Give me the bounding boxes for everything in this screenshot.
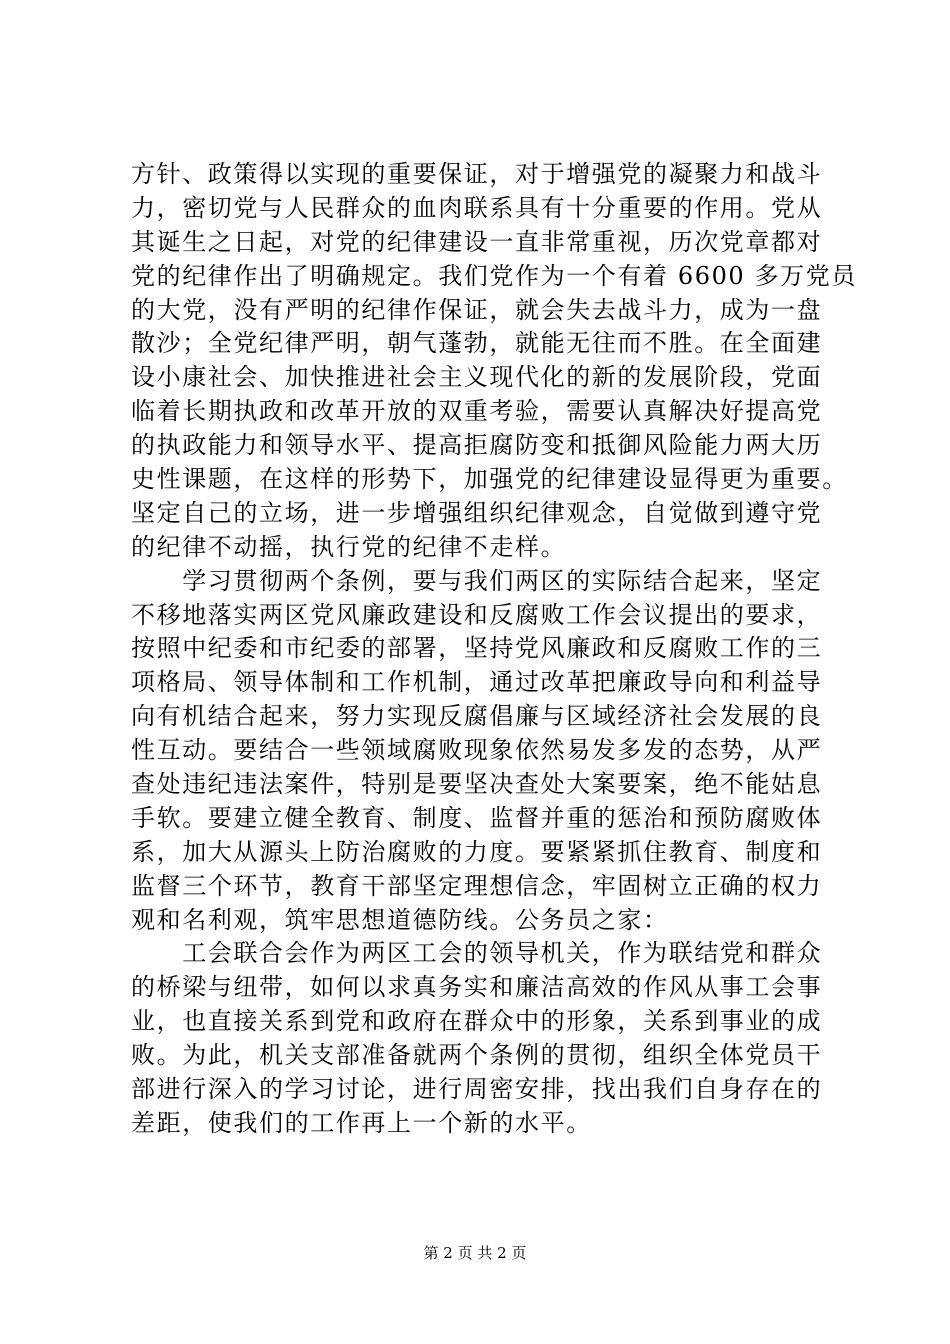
text-line: 系，加大从源头上防治腐败的力度。要紧紧抓住教育、制度和: [131, 837, 823, 866]
text-line: 不移地落实两区党风廉政建设和反腐败工作会议提出的要求，: [131, 600, 823, 629]
text-line: 的大党，没有严明的纪律作保证，就会失去战斗力，成为一盘: [131, 295, 823, 324]
text-line: 散沙；全党纪律严明，朝气蓬勃，就能无往而不胜。在全面建: [131, 329, 823, 358]
text-line: 手软。要建立健全教育、制度、监督并重的惩治和预防腐败体: [131, 803, 823, 832]
text-line: 其诞生之日起，对党的纪律建设一直非常重视，历次党章都对: [131, 227, 823, 256]
text-line: 查处违纪违法案件，特别是要坚决查处大案要案，绝不能姑息: [131, 770, 823, 799]
text-line: 监督三个环节，教育干部坚定理想信念，牢固树立正确的权力: [131, 871, 823, 900]
text-line: 坚定自己的立场，进一步增强组织纪律观念，自觉做到遵守党: [131, 498, 823, 527]
text-line: 业，也直接关系到党和政府在群众中的形象，关系到事业的成: [131, 1007, 823, 1036]
text-line: 工会联合会作为两区工会的领导机关，作为联结党和群众: [131, 939, 823, 968]
page-footer: [0, 1243, 950, 1263]
text-line: 项格局、领导体制和工作机制，通过改革把廉政导向和利益导: [131, 668, 823, 697]
text-line: 观和名利观，筑牢思想道德防线。公务员之家：: [131, 905, 669, 934]
text-line: 临着长期执政和改革开放的双重考验，需要认真解决好提高党: [131, 397, 823, 426]
text-line: 史性课题，在这样的形势下，加强党的纪律建设显得更为重要。: [131, 465, 848, 494]
text-line: 向有机结合起来，努力实现反腐倡廉与区域经济社会发展的良: [131, 702, 823, 731]
text-line: 性互动。要结合一些领域腐败现象依然易发多发的态势，从严: [131, 736, 823, 765]
text-line: 力，密切党与人民群众的血肉联系具有十分重要的作用。党从: [131, 193, 823, 222]
body-text: [131, 158, 857, 1141]
text-line: 的执政能力和领导水平、提高拒腐防变和抵御风险能力两大历: [131, 431, 823, 460]
text-line: 方针、政策得以实现的重要保证，对于增强党的凝聚力和战斗: [131, 160, 823, 188]
text-line: 按照中纪委和市纪委的部署，坚持党风廉政和反腐败工作的三: [131, 634, 823, 663]
text-line: 差距，使我们的工作再上一个新的水平。: [131, 1108, 592, 1137]
text-line: 学习贯彻两个条例，要与我们两区的实际结合起来，坚定: [131, 566, 823, 595]
text-line: 党的纪律作出了明确规定。我们党作为一个有着 6600 多万党员: [131, 261, 857, 290]
text-line: 败。为此，机关支部准备就两个条例的贯彻，组织全体党员干: [131, 1041, 823, 1070]
text-line: 部进行深入的学习讨论，进行周密安排，找出我们自身存在的: [131, 1075, 823, 1104]
text-line: 的纪律不动摇，执行党的纪律不走样。: [131, 532, 567, 561]
text-line: 的桥梁与纽带，如何以求真务实和廉洁高效的作风从事工会事: [131, 973, 823, 1002]
page-number: 第 2 页 共 2 页: [423, 1244, 527, 1262]
text-line: 设小康社会、加快推进社会主义现代化的新的发展阶段，党面: [131, 363, 823, 392]
